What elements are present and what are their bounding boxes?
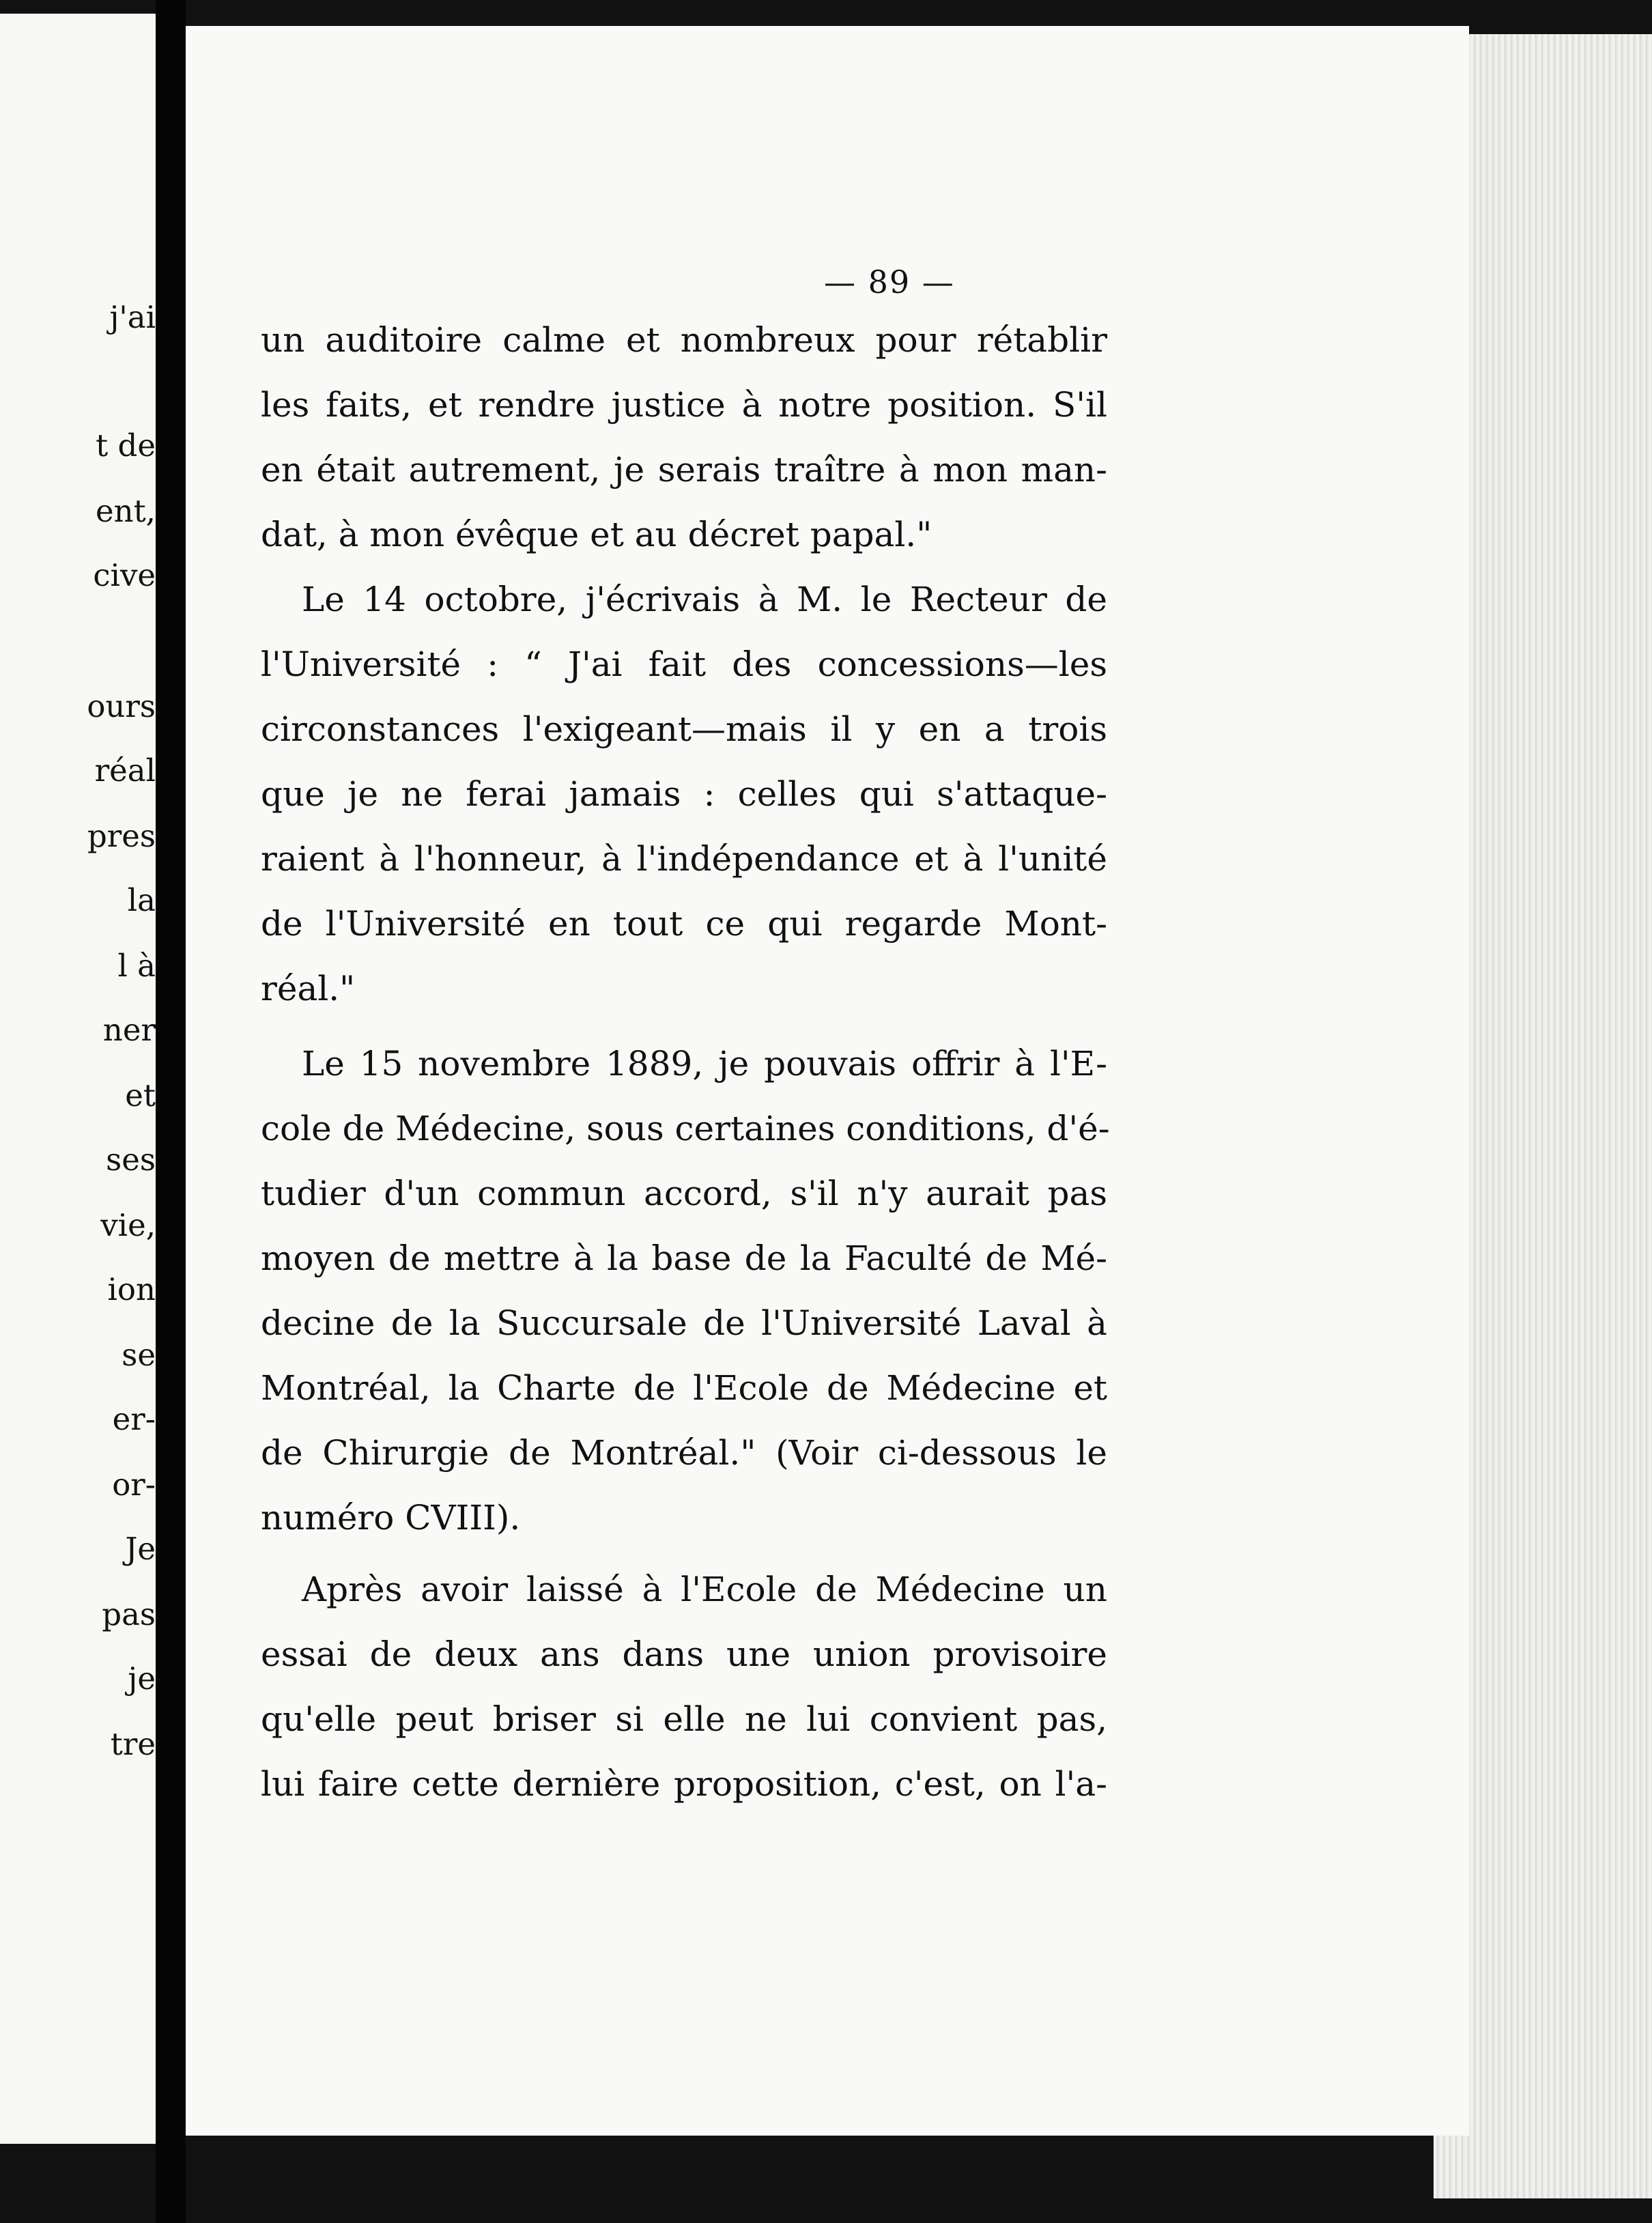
text-line: tudier d'un commun accord, s'il n'y aurait pas — [261, 1174, 1107, 1213]
text-line: qu'elle peut briser si elle ne lui convient pas, — [261, 1699, 1107, 1739]
text-line: essai de deux ans dans une union provisoire — [261, 1634, 1107, 1674]
left-page — [0, 14, 156, 2144]
text-line: Montréal, la Charte de l'Ecole de Médecine et — [261, 1368, 1107, 1408]
left-page-fragment: et — [125, 1077, 156, 1114]
page-number: — 89 — — [824, 264, 955, 300]
text-line: lui faire cette dernière proposition, c'est, on l'a- — [261, 1764, 1107, 1804]
text-line: que je ne ferai jamais : celles qui s'attaque- — [261, 774, 1107, 814]
left-page-fragment: la — [127, 882, 156, 918]
text-line: Le 14 octobre, j'écrivais à M. le Recteur de — [302, 580, 1107, 619]
left-page-fragment: j'ai — [109, 299, 156, 335]
left-page-fragment: je — [128, 1660, 156, 1697]
left-page-fragment: er- — [112, 1401, 156, 1437]
text-line: réal." — [261, 969, 356, 1008]
left-page-fragment: Je — [125, 1531, 156, 1567]
left-page-fragment: cive — [93, 557, 156, 593]
text-line: dat, à mon évêque et au décret papal." — [261, 515, 932, 554]
text-line: un auditoire calme et nombreux pour rétablir — [261, 320, 1107, 360]
text-line: l'Université : “ J'ai fait des concessions—les — [261, 645, 1107, 684]
text-line: decine de la Succursale de l'Université Laval à — [261, 1303, 1107, 1343]
left-page-fragment: ours — [87, 688, 156, 724]
left-page-fragment: pres — [87, 818, 156, 854]
left-page-fragment: ion — [107, 1271, 156, 1307]
text-line: moyen de mettre à la base de la Faculté de Mé- — [261, 1238, 1107, 1278]
text-line: les faits, et rendre justice à notre position. S'il — [261, 385, 1107, 425]
left-page-fragment: or- — [112, 1467, 156, 1503]
binding-gutter — [156, 0, 186, 2223]
main-page — [186, 26, 1469, 2136]
text-line: cole de Médecine, sous certaines conditions, d'é- — [261, 1109, 1110, 1148]
left-page-fragment: ent, — [95, 493, 156, 529]
text-line: de l'Université en tout ce qui regarde Mont- — [261, 904, 1107, 944]
left-page-fragment: ses — [106, 1142, 156, 1178]
text-line: numéro CVIII). — [261, 1498, 521, 1538]
text-line: Après avoir laissé à l'Ecole de Médecine un — [302, 1570, 1107, 1609]
text-line: circonstances l'exigeant—mais il y en a trois — [261, 709, 1107, 749]
text-line: en était autrement, je serais traître à mon man- — [261, 450, 1107, 490]
left-page-fragment: ner — [102, 1012, 156, 1048]
left-page-fragment: se — [122, 1337, 156, 1373]
left-page-fragment: vie, — [100, 1207, 156, 1243]
left-page-fragment: pas — [102, 1596, 156, 1632]
left-page-fragment: tre — [110, 1726, 156, 1762]
left-page-fragment: t de — [96, 427, 156, 464]
text-line: Le 15 novembre 1889, je pouvais offrir à l'E- — [302, 1044, 1107, 1084]
left-page-fragment: l à — [117, 948, 156, 984]
text-line: de Chirurgie de Montréal." (Voir ci-dessous le — [261, 1433, 1107, 1473]
text-line: raient à l'honneur, à l'indépendance et à l'unité — [261, 839, 1107, 879]
left-page-fragment: réal — [94, 752, 156, 789]
